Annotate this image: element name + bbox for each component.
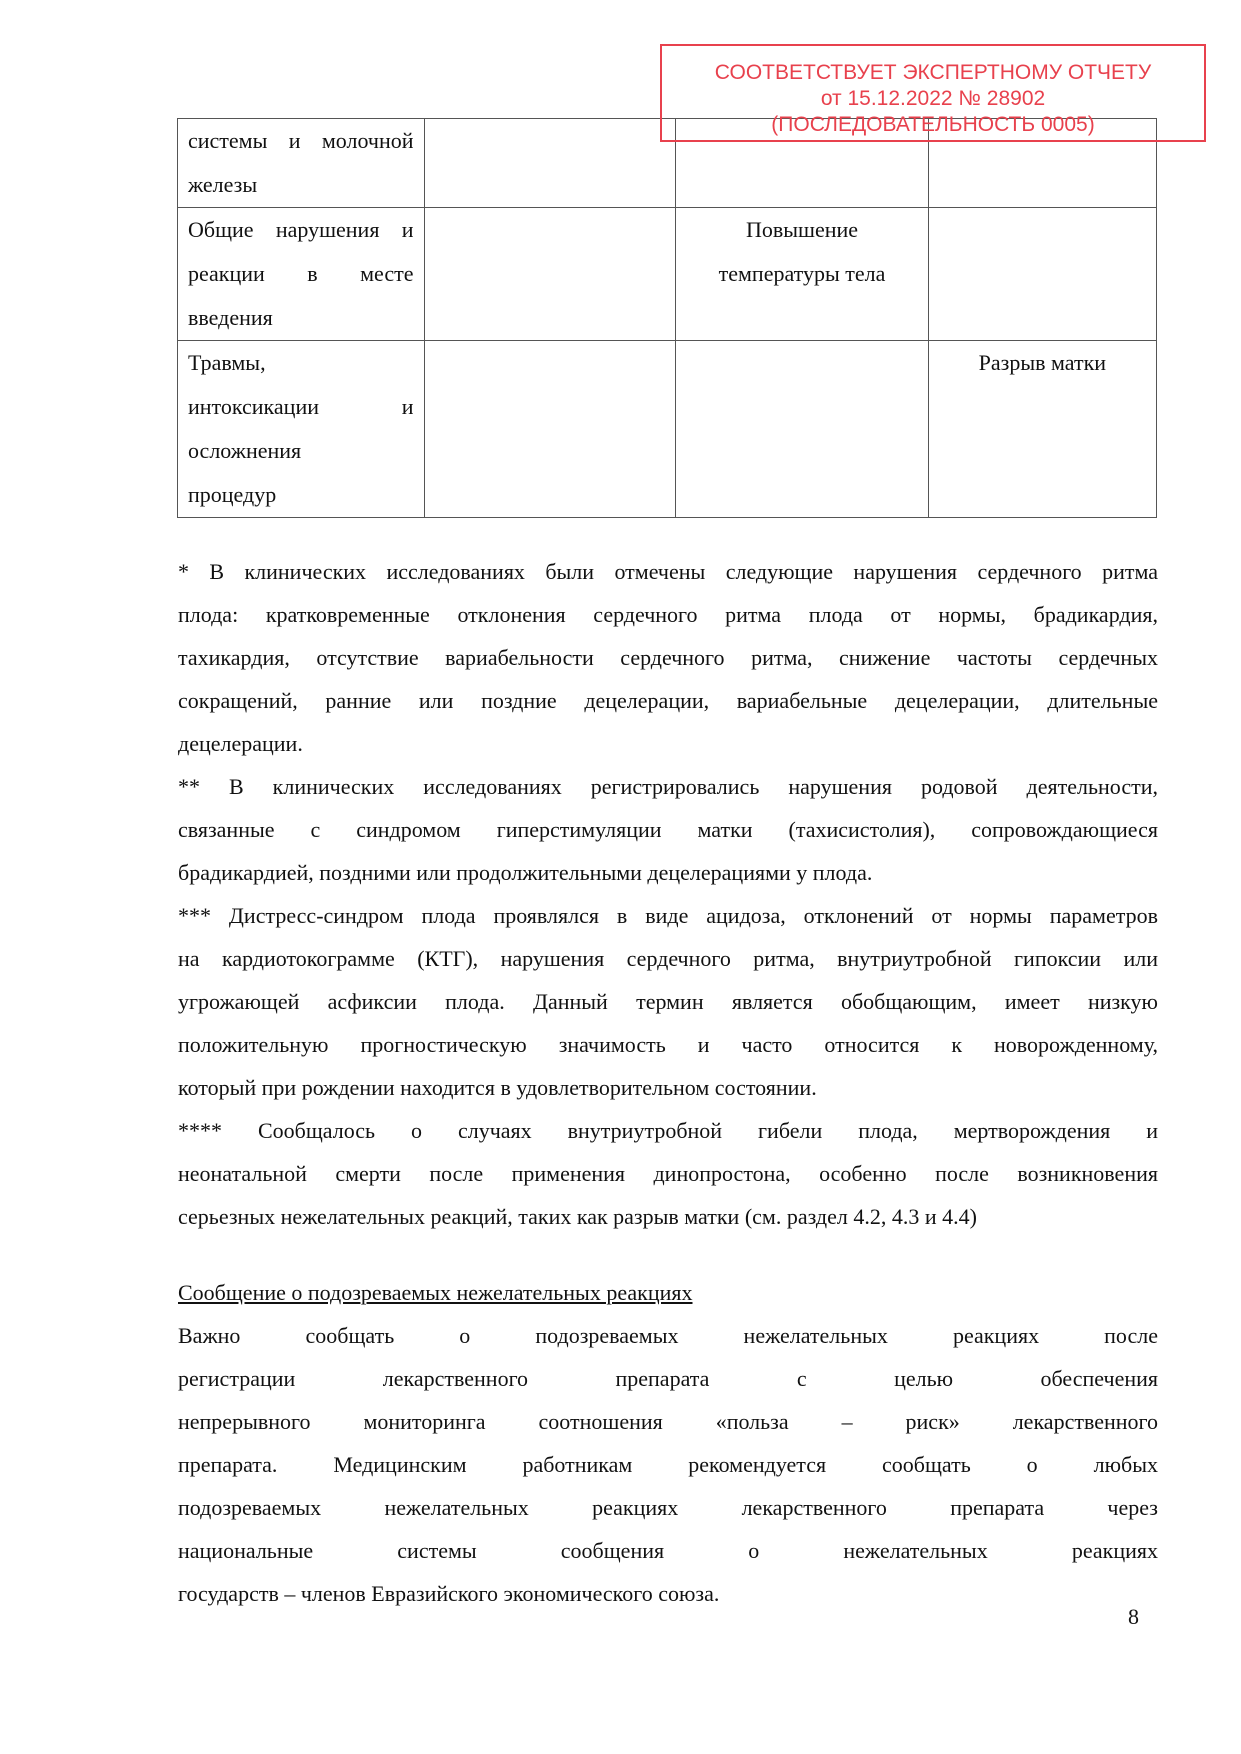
cell-line: реакции в месте — [188, 261, 414, 286]
page-number: 8 — [1128, 1604, 1139, 1629]
text-line: угрожающей асфиксии плода. Данный термин является обобщающим, имеет низкую — [178, 989, 1158, 1014]
table-cell — [424, 341, 676, 518]
cell-line: введения — [188, 305, 273, 330]
table-cell — [424, 208, 676, 341]
text-line: положительную прогностическую значимость и часто относится к новорожденному, — [178, 1032, 1158, 1057]
text-line: ** В клинических исследованиях регистрировались нарушения родовой деятельности, — [178, 774, 1158, 799]
text-line: непрерывного мониторинга соотношения «польза – риск» лекарственного — [178, 1409, 1158, 1434]
table-cell — [676, 208, 928, 341]
text-line: брадикардией, поздними или продолжительными децелерациями у плода. — [178, 860, 873, 885]
text-line: который при рождении находится в удовлетворительном состоянии. — [178, 1075, 817, 1100]
cell-line: железы — [188, 172, 258, 197]
text-line: серьезных нежелательных реакций, таких как разрыв матки (см. раздел 4.2, 4.3 и 4.4) — [178, 1204, 977, 1229]
table-cell-soc — [178, 208, 425, 341]
footnote-2 — [178, 765, 1158, 894]
approval-stamp — [660, 44, 1206, 142]
stamp-line-1: СООТВЕТСТВУЕТ ЭКСПЕРТНОМУ ОТЧЕТУ — [714, 61, 1152, 84]
text-line: препарата. Медицинским работникам рекомендуется сообщать о любых — [178, 1452, 1158, 1477]
text-line: * В клинических исследованиях были отмечены следующие нарушения сердечного ритма — [178, 559, 1158, 584]
table-cell — [676, 341, 928, 518]
text-line: регистрации лекарственного препарата с целью обеспечения — [178, 1366, 1158, 1391]
text-line: государств – членов Евразийского экономического союза. — [178, 1581, 720, 1606]
table-row — [178, 341, 1157, 518]
text-line: подозреваемых нежелательных реакциях лекарственного препарата через — [178, 1495, 1158, 1520]
text-line: плода: кратковременные отклонения сердечного ритма плода от нормы, брадикардия, — [178, 602, 1158, 627]
text-line: национальные системы сообщения о нежелательных реакциях — [178, 1538, 1158, 1563]
table-cell: Разрыв матки — [928, 341, 1156, 518]
table-cell — [424, 119, 676, 208]
text-line: сокращений, ранние или поздние децелерации, вариабельные децелерации, длительные — [178, 688, 1158, 713]
cell-line: Повышение — [745, 217, 859, 242]
table-cell-soc — [178, 341, 425, 518]
footnote-3 — [178, 894, 1158, 1109]
text-line: Важно сообщать о подозреваемых нежелательных реакциях после — [178, 1323, 1158, 1348]
reporting-section — [178, 1271, 1158, 1615]
table-cell-soc — [178, 119, 425, 208]
footnote-1 — [178, 550, 1158, 765]
cell-line: процедур — [188, 482, 277, 507]
text-line: децелерации. — [178, 731, 303, 756]
text-line: неонатальной смерти после применения динопростона, особенно после возникновения — [178, 1161, 1158, 1186]
text-line: на кардиотокограмме (КТГ), нарушения сердечного ритма, внутриутробной гипоксии или — [178, 946, 1158, 971]
text-line: **** Сообщалось о случаях внутриутробной гибели плода, мертворождения и — [178, 1118, 1158, 1143]
text-line: *** Дистресс-синдром плода проявлялся в виде ацидоза, отклонений от нормы параметров — [178, 903, 1158, 928]
cell-line: интоксикации и — [188, 394, 414, 419]
cell-line: осложнения — [188, 438, 302, 463]
footnotes — [178, 550, 1158, 1238]
table-row — [178, 208, 1157, 341]
cell-line: Общие нарушения и — [188, 217, 414, 242]
section-title: Сообщение о подозреваемых нежелательных реакциях — [178, 1280, 693, 1305]
cell-line: системы и молочной — [188, 128, 414, 153]
text-line: связанные с синдромом гиперстимуляции матки (тахисистолия), сопровождающиеся — [178, 817, 1158, 842]
cell-line: Травмы, — [188, 350, 266, 375]
table-cell — [928, 208, 1156, 341]
stamp-line-3: (ПОСЛЕДОВАТЕЛЬНОСТЬ 0005) — [771, 113, 1095, 136]
footnote-4 — [178, 1109, 1158, 1238]
stamp-line-2: от 15.12.2022 № 28902 — [820, 87, 1046, 110]
adverse-reactions-table — [177, 118, 1157, 518]
text-line: тахикардия, отсутствие вариабельности сердечного ритма, снижение частоты сердечных — [178, 645, 1158, 670]
cell-line: температуры тела — [718, 261, 886, 286]
